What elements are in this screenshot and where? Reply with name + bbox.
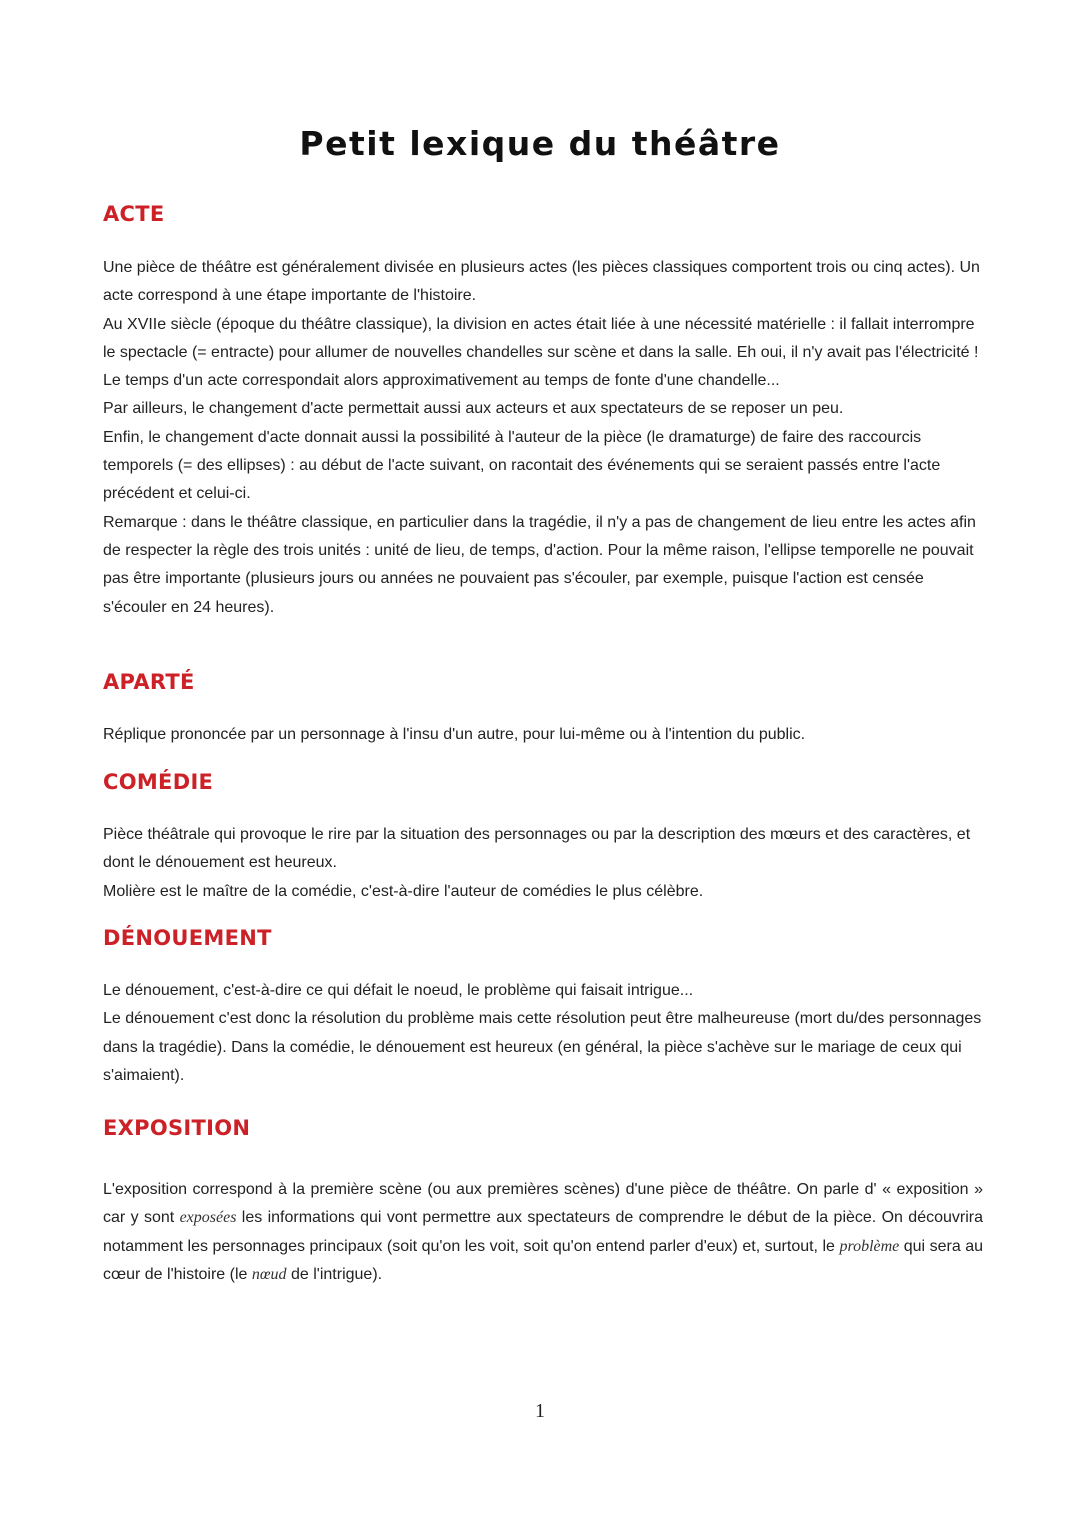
- paragraph: Le dénouement c'est donc la résolution du problème mais cette résolution peut être malheureuse (mort du/des personnages dans la tragédie). Dans la comédie, le dénouement est heureux (en général, la pièce s'achève sur le mariage de ceux qui s'aimaient).: [103, 1010, 982, 1084]
- paragraph: [103, 1176, 983, 1289]
- italic-term: exposées: [179, 1209, 237, 1227]
- entry-heading-acte: ACTE: [103, 202, 165, 226]
- page-title: Petit lexique du théâtre: [299, 124, 781, 163]
- text-run: de l'intrigue).: [286, 1265, 383, 1283]
- paragraph: Molière est le maître de la comédie, c'est-à-dire l'auteur de comédies le plus célèbre.: [103, 882, 704, 900]
- entry-heading-comedie: COMÉDIE: [103, 770, 214, 794]
- entry-body-aparte: [103, 721, 983, 749]
- entry-heading-aparte: APARTÉ: [103, 670, 195, 694]
- text-run: L'exposition correspond à la première scène (ou aux premières scènes) d'une pièce de théâtre. On parle d' « exposition » car y sont: [103, 1181, 983, 1227]
- paragraph: Par ailleurs, le changement d'acte permettait aussi aux acteurs et aux spectateurs de se reposer un peu.: [103, 400, 844, 418]
- entry-body-exposition: [103, 1176, 983, 1289]
- italic-term: problème: [839, 1237, 900, 1255]
- entry-body-denouement: [103, 977, 983, 1090]
- paragraph: Une pièce de théâtre est généralement divisée en plusieurs actes (les pièces classiques comportent trois ou cinq actes). Un acte correspond à une étape importante de l'histoire.: [103, 259, 980, 305]
- paragraph: Enfin, le changement d'acte donnait aussi la possibilité à l'auteur de la pièce (le dramaturge) de faire des raccourcis temporels (= des ellipses) : au début de l'acte suivant, on racontait des événements qui se seraient passés entre l'acte précédent et celui-ci.: [103, 428, 941, 503]
- paragraph: Réplique prononcée par un personnage à l'insu d'un autre, pour lui-même ou à l'intention du public.: [103, 726, 806, 743]
- paragraph: Le dénouement, c'est-à-dire ce qui défait le noeud, le problème qui faisait intrigue...: [103, 982, 694, 999]
- entry-heading-denouement: DÉNOUEMENT: [103, 926, 272, 950]
- paragraph: Au XVIIe siècle (époque du théâtre classique), la division en actes était liée à une nécessité matérielle : il fallait interrompre le spectacle (= entracte) pour allumer de nouvelles chandelles sur scène et dans la salle. Eh oui, il n'y avait pas l'électricité ! Le temps d'un acte correspondait alors approximativement au temps de fonte d'une chandelle...: [103, 315, 979, 390]
- entry-body-acte: [103, 254, 983, 622]
- entry-body-comedie: [103, 821, 983, 906]
- text-run: qui sera au cœur de l'histoire (le: [103, 1237, 984, 1283]
- page-number: 1: [535, 1400, 545, 1422]
- entry-heading-exposition: EXPOSITION: [103, 1116, 251, 1140]
- italic-term: nœud: [251, 1265, 287, 1283]
- paragraph: Remarque : dans le théâtre classique, en particulier dans la tragédie, il n'y a pas de changement de lieu entre les actes afin de respecter la règle des trois unités : unité de lieu, de temps, d'action. Pour la même raison, l'ellipse temporelle ne pouvait pas être importante (plusieurs jours ou années ne pouvaient pas s'écouler, par exemple, puisque l'action est censée s'écouler en 24 heures).: [103, 513, 976, 616]
- paragraph: Pièce théâtrale qui provoque le rire par la situation des personnages ou par la description des mœurs et des caractères, et dont le dénouement est heureux.: [103, 826, 971, 872]
- text-run: les informations qui vont permettre aux spectateurs de comprendre le début de la pièce. On découvrira notamment les personnages principaux (soit qu'on les voit, soit qu'on entend parler d'eux) et, surtout, le: [103, 1209, 984, 1255]
